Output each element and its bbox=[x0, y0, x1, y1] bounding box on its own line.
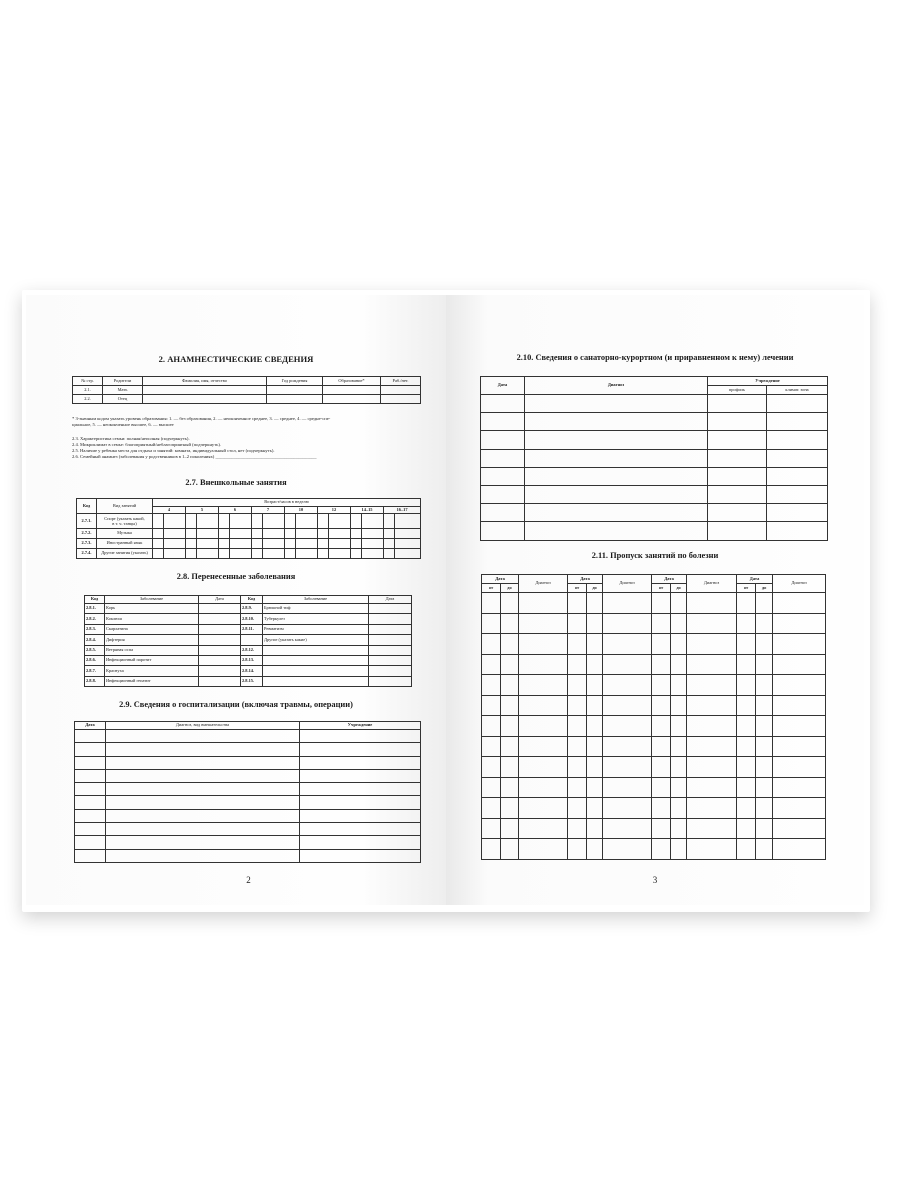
sanatorium-header-institution: Учреждение bbox=[708, 377, 828, 386]
absence-table bbox=[481, 574, 826, 860]
disease-name bbox=[263, 645, 369, 655]
parents-table bbox=[72, 376, 421, 404]
absence-header-date: Дата bbox=[737, 575, 773, 584]
table-row-code: 2.8.5. bbox=[85, 645, 105, 655]
diseases-header: Код bbox=[241, 596, 263, 604]
disease-name: Дифтерия bbox=[105, 635, 199, 645]
form-cell[interactable] bbox=[267, 386, 323, 395]
table-row-label: Другие занятия (указать) bbox=[97, 549, 153, 559]
form-cell[interactable] bbox=[143, 395, 267, 404]
form-cell[interactable] bbox=[267, 395, 323, 404]
parents-header: Фамилия, имя, отчество bbox=[143, 377, 267, 386]
table-row-label: Спорт (указать какой, в т. ч. танцы) bbox=[97, 514, 153, 529]
table-row-code: 2.8.14. bbox=[241, 666, 263, 676]
disease-name bbox=[263, 655, 369, 665]
absence-header-to: до bbox=[501, 584, 519, 593]
section-29-title: 2.9. Сведения о госпитализации (включая травмы, операции) bbox=[119, 700, 353, 709]
activities-header-type: Вид занятий bbox=[97, 499, 153, 514]
absence-header-from: от bbox=[482, 584, 501, 593]
form-cell[interactable] bbox=[381, 386, 421, 395]
diseases-header: Заболевание bbox=[263, 596, 369, 604]
disease-name: Ветряная оспа bbox=[105, 645, 199, 655]
absence-header-date: Дата bbox=[568, 575, 603, 584]
absence-header-date: Дата bbox=[482, 575, 519, 584]
disease-name: Инфекционный гепатит bbox=[105, 676, 199, 686]
page-number: 2 bbox=[246, 875, 251, 885]
right-page bbox=[446, 295, 864, 905]
age-column: 5 bbox=[186, 507, 219, 514]
disease-name bbox=[263, 676, 369, 686]
section-210-title: 2.10. Сведения о санаторно-курортном (и приравненном к нему) лечении bbox=[516, 353, 794, 362]
parents-header: Родители bbox=[103, 377, 143, 386]
table-row-code: 2.8.13. bbox=[241, 655, 263, 665]
age-column: 6 bbox=[219, 507, 252, 514]
family-type-line: 2.3. Характеристика семьи: полная/неполная (подчеркнуть). bbox=[72, 436, 190, 441]
disease-name: Брюшной тиф bbox=[263, 604, 369, 614]
education-footnote: * 3-значным кодом указать уровень образования: 1. — без образования, 2. — неоконченное среднее, 3. — среднее, 4. — средне-спе- bbox=[72, 416, 331, 421]
table-row-code: 2.7.4. bbox=[77, 549, 97, 559]
diseases-header: Заболевание bbox=[105, 596, 199, 604]
disease-name: Скарлатина bbox=[105, 624, 199, 634]
disease-name: Коклюш bbox=[105, 614, 199, 624]
table-row-code: 2.8.9. bbox=[241, 604, 263, 614]
form-cell[interactable] bbox=[381, 395, 421, 404]
table-row-code: 2.8.6. bbox=[85, 655, 105, 665]
disease-name: Ревматизм bbox=[263, 624, 369, 634]
age-column: 16–17 bbox=[384, 507, 421, 514]
section-2-title: 2. АНАМНЕСТИЧЕСКИЕ СВЕДЕНИЯ bbox=[158, 354, 314, 364]
table-row-code: 2.7.1. bbox=[77, 514, 97, 529]
left-page bbox=[26, 295, 446, 905]
section-211-title: 2.11. Пропуск занятий по болезни bbox=[591, 551, 719, 560]
disease-name: Другие (указать какие) bbox=[263, 635, 369, 645]
diseases-table bbox=[84, 595, 412, 687]
age-column: 12 bbox=[318, 507, 351, 514]
age-column: 10 bbox=[285, 507, 318, 514]
table-row-code: 2.7.3. bbox=[77, 539, 97, 549]
absence-header-diagnosis: Диагноз bbox=[687, 575, 737, 593]
education-footnote: циальное, 5. — неоконченное высшее, 6. — высшее bbox=[72, 422, 174, 427]
table-row-code: 2.8.2. bbox=[85, 614, 105, 624]
sanatorium-header-profile: профиль bbox=[708, 386, 767, 395]
form-cell[interactable] bbox=[323, 386, 381, 395]
sanatorium-header-zone: климат. зона bbox=[767, 386, 828, 395]
table-row-label: Отец bbox=[103, 395, 143, 404]
activities-header-age: Возраст/часов в неделю bbox=[153, 499, 421, 507]
disease-name: Инфекционный паротит bbox=[105, 655, 199, 665]
table-row-label: Музыка bbox=[97, 529, 153, 539]
hospitalization-header: Диагноз, вид вмешательства bbox=[106, 722, 300, 730]
family-history-line: 2.6. Семейный анамнез (заболевания у родственников в 1–2 поколениях) ____________________________________________ bbox=[72, 454, 317, 459]
family-climate-line: 2.4. Микроклимат в семье: благоприятный/неблагоприятный (подчеркнуть). bbox=[72, 442, 221, 447]
disease-name: Туберкулез bbox=[263, 614, 369, 624]
activities-table bbox=[76, 498, 421, 559]
hospitalization-table bbox=[74, 721, 421, 863]
absence-header-from: от bbox=[737, 584, 756, 593]
activities-header-code: Код bbox=[77, 499, 97, 514]
age-column: 7 bbox=[252, 507, 285, 514]
age-column: 4 bbox=[153, 507, 186, 514]
absence-header-to: до bbox=[587, 584, 603, 593]
absence-header-from: от bbox=[568, 584, 587, 593]
absence-header-to: до bbox=[671, 584, 687, 593]
table-row-code: 2.8.8. bbox=[85, 676, 105, 686]
disease-name: Краснуха bbox=[105, 666, 199, 676]
hospitalization-header: Учреждение bbox=[300, 722, 421, 730]
diseases-header: Код bbox=[85, 596, 105, 604]
absence-header-date: Дата bbox=[652, 575, 687, 584]
table-row-code: 2.8.12. bbox=[241, 645, 263, 655]
table-row-code bbox=[241, 635, 263, 645]
parents-header: № стр. bbox=[73, 377, 103, 386]
age-column: 14–15 bbox=[351, 507, 384, 514]
absence-header-from: от bbox=[652, 584, 671, 593]
table-row-label: Мать bbox=[103, 386, 143, 395]
sanatorium-header-date: Дата bbox=[481, 377, 525, 395]
hospitalization-header: Дата bbox=[75, 722, 106, 730]
table-row-code: 2.7.2. bbox=[77, 529, 97, 539]
sanatorium-table bbox=[480, 376, 828, 541]
table-row-code: 2.8.4. bbox=[85, 635, 105, 645]
table-row-code: 2.8.10. bbox=[241, 614, 263, 624]
form-cell[interactable] bbox=[143, 386, 267, 395]
table-row-code: 2.8.1. bbox=[85, 604, 105, 614]
absence-header-diagnosis: Диагноз bbox=[773, 575, 826, 593]
study-place-line: 2.5. Наличие у ребенка места для отдыха и занятий: комната, индивидуальный стол, нет (подчеркнуть). bbox=[72, 448, 275, 453]
diseases-header: Дата bbox=[369, 596, 412, 604]
table-row-code: 2.1. bbox=[73, 386, 103, 395]
table-row-code: 2.8.3. bbox=[85, 624, 105, 634]
parents-header: Год рождения bbox=[267, 377, 323, 386]
absence-header-diagnosis: Диагноз bbox=[519, 575, 568, 593]
table-row-code: 2.8.7. bbox=[85, 666, 105, 676]
parents-header: Раб./нет. bbox=[381, 377, 421, 386]
section-27-title: 2.7. Внешкольные занятия bbox=[185, 478, 287, 487]
page-number: 3 bbox=[652, 875, 658, 885]
table-row-label: Иностранный язык bbox=[97, 539, 153, 549]
table-row-code: 2.2. bbox=[73, 395, 103, 404]
section-28-title: 2.8. Перенесенные заболевания bbox=[176, 572, 296, 581]
absence-header-diagnosis: Диагноз bbox=[603, 575, 652, 593]
form-cell[interactable] bbox=[323, 395, 381, 404]
sanatorium-header-diagnosis: Диагноз bbox=[525, 377, 708, 395]
parents-header: Образование* bbox=[323, 377, 381, 386]
absence-header-to: до bbox=[756, 584, 773, 593]
diseases-header: Дата bbox=[199, 596, 241, 604]
table-row-code: 2.8.15. bbox=[241, 676, 263, 686]
disease-name bbox=[263, 666, 369, 676]
disease-name: Корь bbox=[105, 604, 199, 614]
table-row-code: 2.8.11. bbox=[241, 624, 263, 634]
